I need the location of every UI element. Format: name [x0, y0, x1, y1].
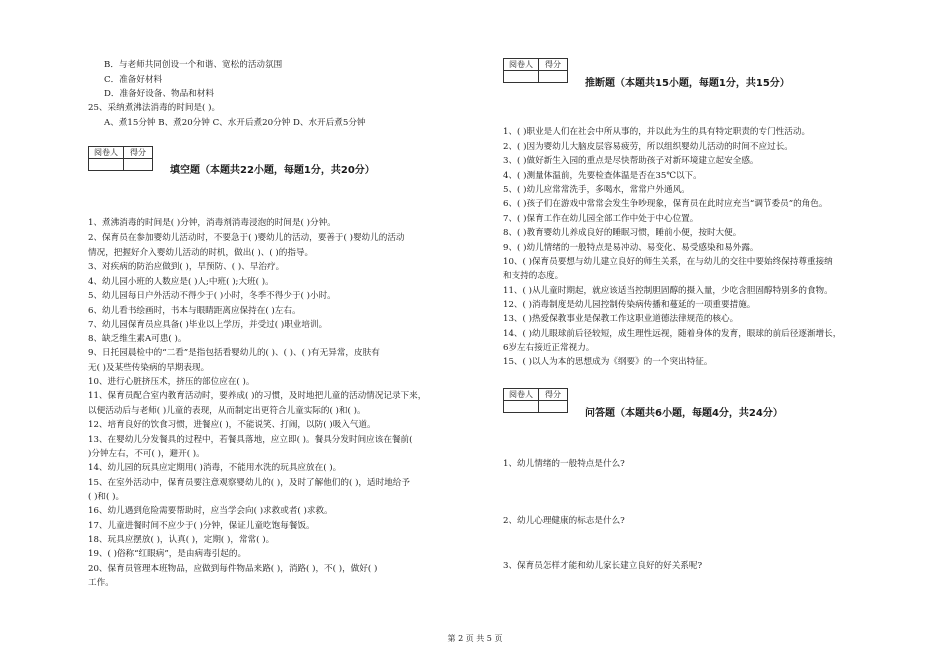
judge-item-15: 15、( )以人为本的思想成为《纲要》的一个突出特征。: [503, 357, 713, 367]
grader-cell: [504, 71, 539, 83]
option-c: C．准备好材料: [104, 75, 163, 85]
judge-item-7: 7、( )保育工作在幼儿园全部工作中处于中心位置。: [503, 214, 699, 224]
fill-q9-cont: 无( )及某些传染病的早期表现。: [88, 363, 210, 373]
fill-q16: 16、幼儿遇到危险需要帮助时，应当学会向( )求救或者( )求救。: [88, 506, 333, 516]
fill-q2: 2、保育员在参加婴幼儿活动时，不要急于( )婴幼儿的活动，要善于( )婴幼儿的活动: [88, 233, 405, 243]
judge-item-8: 8、( )教育婴幼儿养成良好的睡眠习惯，睡前小便，按时大便。: [503, 228, 742, 238]
judge-item-3: 3、( )做好新生入园的重点是尽快帮助孩子对新环境建立起安全感。: [503, 156, 759, 166]
judge-title: 推断题（本题共15小题，每题1分，共15分）: [585, 78, 790, 89]
fill-q7: 7、幼儿园保育员应具备( )毕业以上学历，并受过( )职业培训。: [88, 320, 328, 330]
fill-q11: 11、保育员配合室内教育活动时，要养成( )的习惯，及时地把儿童的活动情况记录下来，: [88, 391, 427, 401]
judge-item-2: 2、( )因为婴幼儿大脑皮层容易疲劳，所以组织婴幼儿活动的时间不应过长。: [503, 142, 793, 152]
judge-item-5: 5、( )幼儿应常常洗手，多喝水，常常户外通风。: [503, 185, 690, 195]
fill-q5: 5、幼儿园每日户外活动不得少于( )小时，冬季不得少于( )小时。: [88, 291, 336, 301]
judge-item-11: 11、( )从儿童时期起，就应该适当控制胆固醇的摄入量，少吃含胆固醇特别多的食物。: [503, 286, 833, 296]
fill-q9: 9、日托园晨检中的“二看”是指包括看婴幼儿的( )、( )、( )有无异常，皮肤有: [88, 348, 380, 358]
qa-item-1: 1、幼儿情绪的一般特点是什么?: [503, 459, 625, 469]
page-footer: 第 2 页 共 5 页: [447, 634, 503, 643]
fill-q10: 10、进行心脏挤压术，挤压的部位应在( )。: [88, 377, 255, 387]
score-label: 得分: [539, 389, 568, 401]
score-label: 得分: [124, 147, 153, 159]
fill-q19: 19、( )俗称“红眼病”，是由病毒引起的。: [88, 549, 247, 559]
grader-cell: [89, 159, 124, 171]
grader-label: 阅卷人: [504, 389, 539, 401]
judge-item-9: 9、( )幼儿情绪的一般特点是易冲动、易变化、易受感染和易外露。: [503, 243, 759, 253]
score-box-fill: [88, 146, 153, 171]
qa-title: 问答题（本题共6小题，每题4分，共24分）: [585, 408, 783, 419]
fill-q13: 13、在婴幼儿分发餐具的过程中，若餐具落地，应立即( )。餐具分发时间应该在餐前(: [88, 435, 413, 445]
grader-label: 阅卷人: [504, 59, 539, 71]
fill-q8: 8、缺乏维生素A可患( )。: [88, 334, 187, 344]
fill-q3: 3、对疾病的防治应做到( )，早预防、( )、早治疗。: [88, 262, 285, 272]
judge-item-14: 14、( )幼儿眼球前后径较短，成生理性远视，随着身体的发育，眼球的前后径逐渐增长，: [503, 329, 842, 339]
fill-q20-cont: 工作。: [88, 578, 114, 588]
fill-q13-cont: )分钟左右，不可( )，避开( )。: [88, 449, 205, 459]
fill-q6: 6、幼儿看书绘画时，书本与眼睛距离应保持在( )左右。: [88, 306, 301, 316]
fill-q15-cont: ( )和( )。: [88, 492, 125, 502]
fill-q18: 18、玩具应摆放( )，认真( )，定期( )，常常( )。: [88, 535, 275, 545]
score-box-judge: [503, 58, 568, 83]
fill-q2-cont: 情况，把握好介入婴幼儿活动的时机，做出( )、( )的指导。: [88, 248, 314, 258]
score-cell: [539, 71, 568, 83]
fill-q14: 14、幼儿园的玩具应定期用( )消毒，不能用水洗的玩具应放在( )。: [88, 463, 342, 473]
grader-cell: [504, 401, 539, 413]
fill-q1: 1、煮沸消毒的时间是( )分钟，消毒剂消毒浸泡的时间是( )分钟。: [88, 218, 336, 228]
judge-item-4: 4、( )测量体温前，先要检查体温是否在35℃以下。: [503, 171, 702, 181]
judge-item-12: 12、( )消毒制度是幼儿园控制传染病传播和蔓延的一项重要措施。: [503, 300, 756, 310]
fill-q11-cont: 以便活动后与老师( )儿童的表现，从而制定出更符合儿童实际的( )和( )。: [88, 406, 366, 416]
fill-q17: 17、儿童进餐时间不应少于( )分钟，保证儿童吃饱每餐饭。: [88, 521, 315, 531]
score-cell: [124, 159, 153, 171]
option-d: D．准备好设备、物品和材料: [104, 89, 215, 99]
question-25-options: A、煮15分钟 B、煮20分钟 C、水开后煮20分钟 D、水开后煮5分钟: [104, 118, 366, 128]
judge-item-1: 1、( )职业是人们在社会中所从事的，并以此为生的具有特定职责的专门性活动。: [503, 127, 811, 137]
fill-q20: 20、保育员管理本班物品，应做到每件物品来路( )，消路( )，不( )，做好( ): [88, 564, 378, 574]
qa-item-2: 2、幼儿心理健康的标志是什么?: [503, 516, 625, 526]
option-b: B．与老师共同创设一个和谐、宽松的活动氛围: [104, 60, 283, 70]
fill-q15: 15、在室外活动中，保育员要注意观察婴幼儿的( )，及时了解他们的( )，适时地给予: [88, 478, 410, 488]
judge-item-13: 13、( )热爱保教事业是保教工作这职业道德法律规范的核心。: [503, 314, 739, 324]
judge-item-14-cont: 6岁左右接近正常视力。: [503, 343, 595, 353]
fill-q12: 12、培育良好的饮食习惯，进餐应( )，不能说笑、打闹，以防( )吸入气道。: [88, 420, 376, 430]
fill-q4: 4、幼儿园小班的人数应是( )人;中班( );大班( )。: [88, 277, 274, 287]
qa-item-3: 3、保育员怎样才能和幼儿家长建立良好的好关系呢?: [503, 561, 703, 571]
judge-item-10: 10、( )保育员要想与幼儿建立良好的师生关系，在与幼儿的交往中要始终保持尊重接纳: [503, 257, 833, 267]
fill-blank-title: 填空题（本题共22小题，每题1分，共20分）: [170, 165, 375, 176]
score-cell: [539, 401, 568, 413]
grader-label: 阅卷人: [89, 147, 124, 159]
judge-item-10-cont: 和支持的态度。: [503, 271, 564, 281]
score-label: 得分: [539, 59, 568, 71]
question-25: 25、采纳煮沸法消毒的时间是( )。: [88, 103, 221, 113]
judge-item-6: 6、( )孩子们在游戏中常常会发生争吵现象，保育员在此时应充当“调节委员”的角色。: [503, 199, 828, 209]
score-box-qa: [503, 388, 568, 413]
